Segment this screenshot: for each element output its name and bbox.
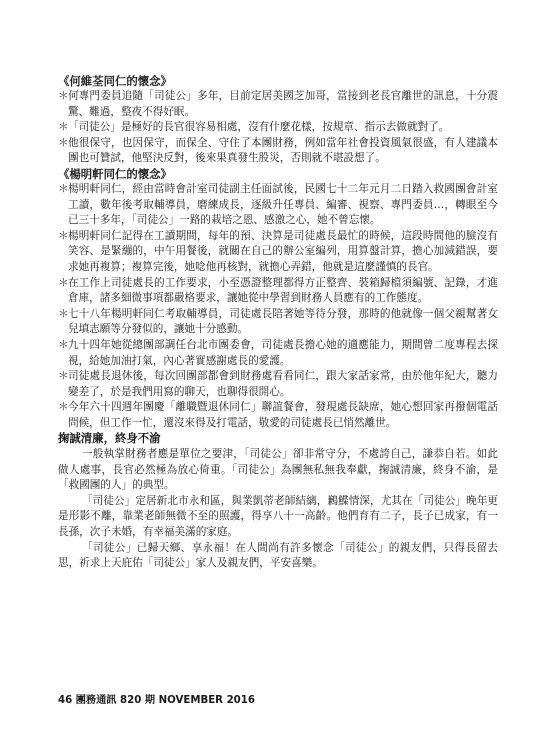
- list-item: ＊ 在工作上司徒處長的工作要求，小至憑證整理都得方正整齊、裝箱歸檔須編號、記錄，才進倉庫，諸多細微事項都嚴格要求，讓她從中學習到財務人員應有的工作態度。: [58, 276, 498, 307]
- bullet-mark: ＊: [58, 338, 69, 351]
- paragraph: 一般執掌財務者應是單位之要津，「司徒公」卻非常守分，不處誇自己，謙恭自若。如此做人處事，長官必然極為放心倚重。「司徒公」為團無私無我奉獻，掬誠清廉，終身不渝，是「救國團的人」的典型。: [58, 448, 498, 492]
- list-item: ＊ 七十八年楊明軒同仁考取輔導員，司徒處長陪著她等待分發，那時的他就像一個父親幫著女兒填志願等分發似的，讓她十分感動。: [58, 307, 498, 338]
- list-item: ＊ 今年六十四週年團慶「離職暨退休同仁」聯誼餐會，發現處長缺席，她心想回家再撥個電話問候，但工作一忙，還沒來得及打電話，敬愛的司徒處長已悄然離世。: [58, 400, 498, 431]
- bullet-mark: ＊: [58, 121, 69, 134]
- recollection-list-yang-mingxuan: [58, 182, 498, 432]
- list-item: ＊ 九十四年她從總團部調任台北市團委會，司徒處長擔心她的適應能力，期間曾二度專程去探視，給她加油打氣，內心著實感謝處長的愛護。: [58, 338, 498, 369]
- bullet-mark: ＊: [58, 229, 69, 242]
- section-heading-he-weiquan: 《何維荃同仁的懷念》: [58, 74, 172, 88]
- page-footer: 46 團務通訊 820 期 NOVEMBER 2016: [58, 695, 255, 706]
- list-item: ＊ 何專門委員追隨「司徒公」多年，目前定居美國芝加哥，當接到老長官離世的訊息，十分震驚、難過，整夜不得好眠。: [58, 89, 498, 120]
- bullet-mark: ＊: [58, 401, 69, 414]
- list-item: ＊ 楊明軒同仁，經由當時會計室司徒副主任面試後，民國七十二年元月二日踏入救國團會計室工讀，數年後考取輔導員，磨練成長，逐級升任專員、編審、視察、專門委員…，轉眼至今已三十多年，「司徒公」一路的栽培之恩、感激之心，她不曾忘懷。: [58, 182, 498, 229]
- recollection-list-he-weiquan: [58, 89, 498, 167]
- list-item: ＊ 「司徒公」是極好的長官很容易相處，沒有什麼花樣，按規章、指示去做就對了。: [58, 120, 498, 136]
- section-heading-integrity: 掬誠清廉，終身不渝: [58, 431, 161, 446]
- list-item: ＊ 司徒處長退休後，每次回團部都會到財務處看看同仁，跟大家話家常，由於他年紀大，聽力變差了，於是我們用寫的聊天，也聊得很開心。: [58, 369, 498, 400]
- list-item: ＊ 楊明軒同仁記得在工讀期間，每年的預、決算是司徒處長最忙的時候，這段時間他的臉沒有笑容、是緊繃的，中午用餐後，就關在自己的辦公室編列，用算盤計算，擔心加減錯誤，要求她再複算；複算完後，她唸他再核對，就擔心弄錯，他就是這麼謹慎的長官。: [58, 229, 498, 276]
- section-heading-yang-mingxuan: 《楊明軒同仁的懷念》: [58, 166, 172, 181]
- paragraph: 「司徒公」已歸天鄉、享永福！在人間尚有許多懷念「司徒公」的親友們，只得長留去思，祈求上天庇佑「司徒公」家人及親友們，平安喜樂。: [58, 541, 498, 570]
- bullet-mark: ＊: [58, 370, 69, 383]
- bullet-mark: ＊: [58, 182, 69, 195]
- paragraph: 「司徒公」定居新北市永和區，與業凱蒂老師結縭，鶼鰈情深，尤其在「司徒公」晚年更是形影不離，靠業老師無微不至的照護，得享八十一高齡。他們育有二子，長子已成家，有一長孫，次子未婚，有幸福美滿的家庭。: [58, 494, 498, 539]
- bullet-mark: ＊: [58, 136, 69, 149]
- bullet-mark: ＊: [58, 276, 69, 289]
- bullet-mark: ＊: [58, 307, 69, 320]
- list-item: ＊ 他很保守，也因保守，而保全、守住了本團財務，例如當年社會投資風氣很盛，有人建議本團也可贊試，他堅決反對，後來果真發生股災，否則就不堪設想了。: [58, 136, 498, 167]
- article-body: [58, 74, 498, 572]
- bullet-mark: ＊: [58, 90, 69, 102]
